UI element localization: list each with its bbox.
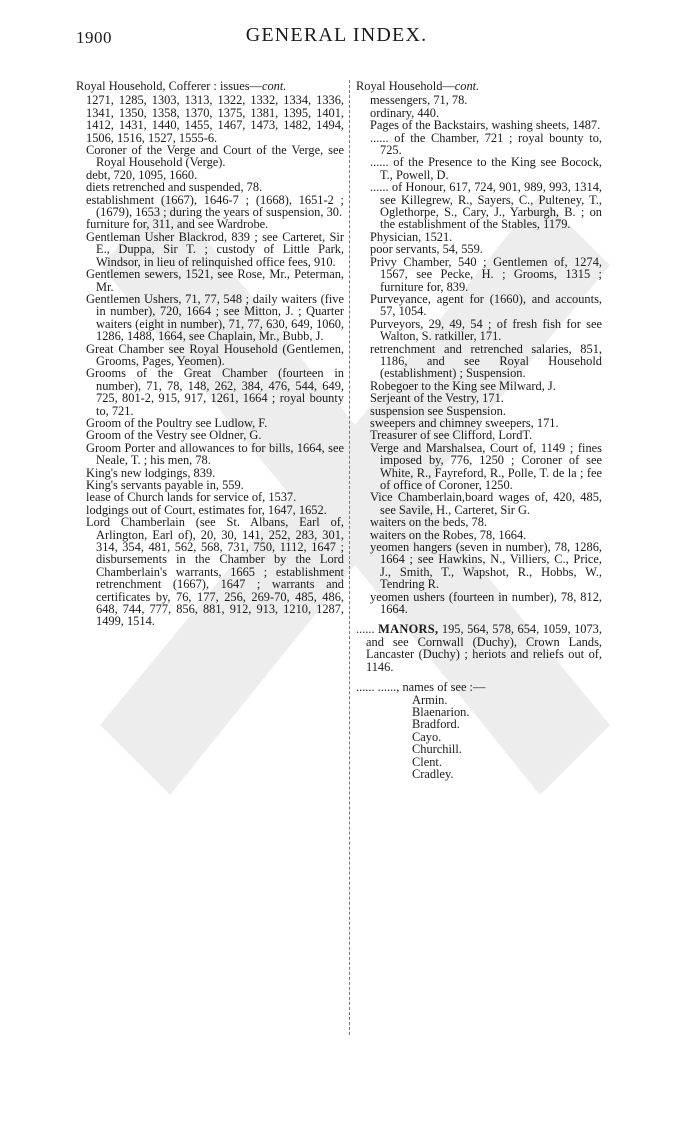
manors-text: 195, 564, 578, 654, 1059, 1073, and see Cornwall (Duchy), Crown Lands, Lancaster (Duchy) ; heriots and reliefs out of, 1146. [366,622,602,674]
index-entry: Privy Chamber, 540 ; Gentlemen of, 1274, 1567, see Pecke, H. ; Grooms, 1315 ; furniture for, 839. [370,254,602,294]
left-column-heading: Royal Household, Cofferer : issues—cont. [76,79,287,93]
list-item: Blaenarion. [412,704,470,719]
index-entry: Pages of the Backstairs, washing sheets, 1487. [370,118,601,133]
index-entry: Physician, 1521. [370,229,453,244]
index-entry: furniture for, 311, and see Wardrobe. [86,217,269,232]
manors-term: MANORS, [378,622,439,637]
index-entry: Purveyance, agent for (1660), and accounts, 57, 1054. [370,291,602,319]
list-item: Clent. [412,754,442,769]
column-divider [349,80,351,1035]
index-entry: Groom of the Vestry see Oldner, G. [86,428,262,443]
right-entries [356,94,602,615]
index-entry: retrenchment and retrenched salaries, 851, 1186, and see Royal Household (establishment) ; Suspension. [370,341,602,381]
index-entry: diets retrenched and suspended, 78. [86,180,263,195]
index-entry: Gentlemen Ushers, 71, 77, 548 ; daily waiters (five in number), 720, 1664 ; see Mitton, J. ; Quarter waiters (eight in number), 71, 77, 630, 649, 1060, 1286, 1488, 1664, see Chaplain, Mr., Bubb, J. [86,291,344,344]
index-entry: waiters on the beds, 78. [370,515,487,530]
list-item: Bradford. [412,717,460,732]
index-entry: suspension see Suspension. [370,403,506,418]
index-entry: Groom Porter and allowances to for bills, 1664, see Neale, T. ; his men, 78. [86,440,344,468]
index-entry: messengers, 71, 78. [370,93,468,108]
index-entry: Groom of the Poultry see Ludlow, F. [86,415,268,430]
right-column [356,80,602,780]
index-entry: ...... of Honour, 617, 724, 901, 989, 993, 1314, see Killegrew, R., Sayers, C., Pulteney, T., Oglethorpe, S., Cary, J., Yarburgh, B. ; on the establishment of the Stables, 1179. [370,180,602,232]
index-entry: King's servants payable in, 559. [86,478,244,492]
list-item: Churchill. [412,742,462,757]
index-entry: King's new lodgings, 839. [86,465,216,480]
index-entry: yeomen ushers (fourteen in number), 78, 812, 1664. [370,589,602,617]
list-item: Armin. [412,692,448,707]
page-number: 1900 [76,28,112,47]
index-entry: ...... of the Presence to the King see Bocock, T., Powell, D. [370,155,602,182]
index-entry: Robegoer to the King see Milward, J. [370,378,556,393]
index-entry: Treasurer of see Clifford, LordT. [370,428,533,443]
index-entry: Purveyors, 29, 49, 54 ; of fresh fish for see Walton, S. ratkiller, 171. [370,316,602,344]
index-entry: ...... of the Chamber, 721 ; royal bounty to, 725. [370,130,602,158]
index-entry: ordinary, 440. [370,105,440,120]
left-column [76,80,344,628]
index-entry: establishment (1667), 1646-7 ; (1668), 1651-2 ; (1679), 1653 ; during the years of suspension, 30. [86,192,344,220]
index-entry: Gentlemen sewers, 1521, see Rose, Mr., Peterman, Mr. [86,267,344,294]
index-entry: poor servants, 54, 559. [370,242,483,257]
index-entry: Serjeant of the Vestry, 171. [370,391,504,406]
list-item: Cradley. [412,766,454,781]
page-title: GENERAL INDEX. [245,24,428,46]
index-entry: waiters on the Robes, 78, 1664. [370,527,527,542]
names-heading: ...... ......, names of see :— [356,680,486,695]
continued-entry: 1271, 1285, 1303, 1313, 1322, 1332, 1334, 1336, 1341, 1350, 1358, 1370, 1375, 1381, 1395, 1401, 1412, 1431, 1440, 1455, 1467, 1473, 1482, 1494, 1506, 1516, 1527, 1555-6. [86,93,344,145]
index-entry: Lord Chamberlain (see St. Albans, Earl of, Arlington, Earl of), 20, 30, 141, 252, 283, 301, 314, 354, 481, 562, 568, 731, 750, 1112, 1647 ; disbursements in the Chamber by the Lord Chamberlain's warrants, 1665 ; establishment retrenchment (1667), 1647 ; warrants and certificates by, 76, 177, 256, 269-70, 485, 486, 648, 744, 777, 856, 881, 912, 913, 1210, 1287, 1499, 1514. [86,515,344,629]
left-entries [76,144,344,628]
index-entry: Great Chamber see Royal Household (Gentlemen, Grooms, Pages, Yeomen). [86,341,344,368]
index-entry: Verge and Marshalsea, Court of, 1149 ; fines imposed by, 776, 1250 ; Coroner of see White, R., Fayreford, R., Polle, T. de la ; fee of office of Coroner, 1250. [370,440,602,492]
index-entry: yeomen hangers (seven in number), 78, 1286, 1664 ; see Hawkins, N., Villiers, C., Price, J., Smith, T., Wapshot, R., Hobbs, W., Tendring R. [370,540,602,592]
index-entry: debt, 720, 1095, 1660. [86,167,198,182]
index-entry: Coroner of the Verge and Court of the Verge, see Royal Household (Verge). [86,143,344,170]
index-entry: Vice Chamberlain,board wages of, 420, 485, see Savile, H., Carteret, Sir G. [370,490,602,517]
names-list [356,681,602,780]
index-entry: lease of Church lands for service of, 1537. [86,490,297,505]
page-header [0,10,673,46]
manors-entry [356,623,602,673]
index-entry: Grooms of the Great Chamber (fourteen in number), 71, 78, 148, 262, 384, 476, 544, 649, 725, 801-2, 915, 917, 1261, 1664 ; royal bounty to, 721. [86,366,344,418]
index-entry: Gentleman Usher Blackrod, 839 ; see Carteret, Sir E., Duppa, Sir T. ; custody of Little Park, Windsor, in lieu of relinquished office fees, 910. [86,229,344,269]
right-column-heading: Royal Household—cont. [356,79,480,93]
list-item: Cayo. [412,729,442,744]
index-entry: sweepers and chimney sweepers, 171. [370,415,559,430]
index-entry: lodgings out of Court, estimates for, 1647, 1652. [86,502,327,517]
manors-leader: ...... [356,622,375,637]
